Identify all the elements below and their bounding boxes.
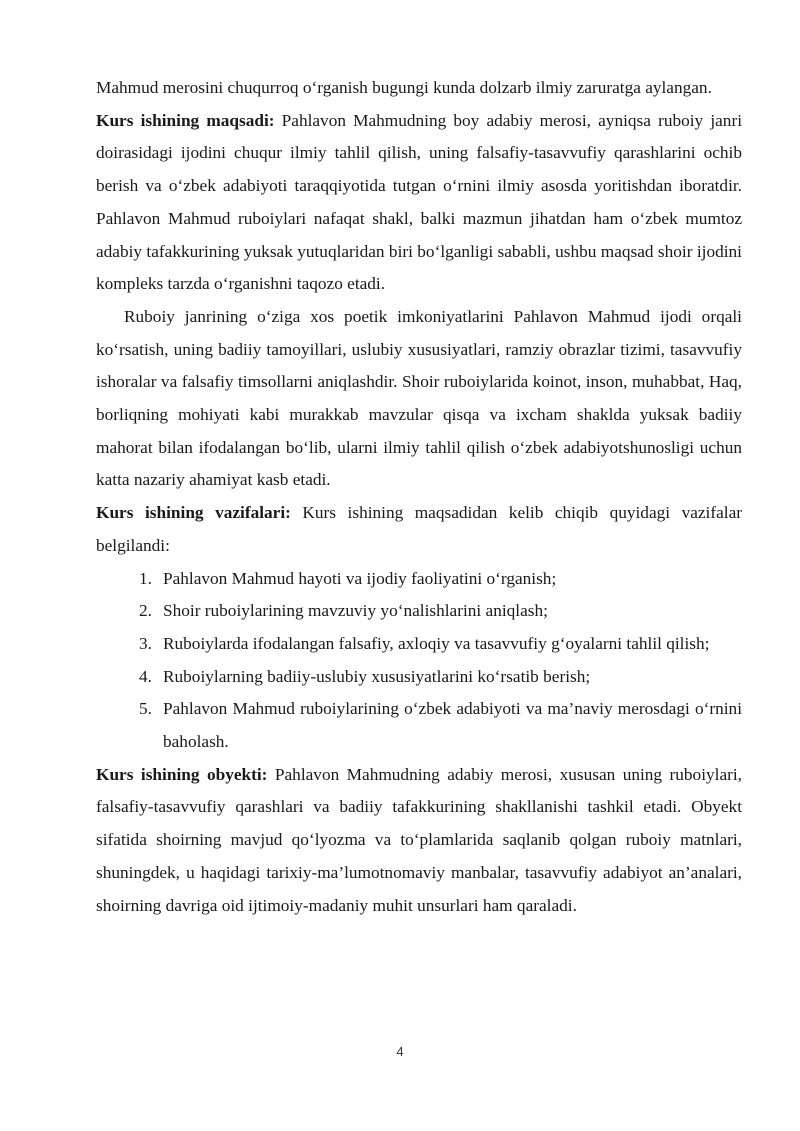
page-number: 4	[396, 1044, 404, 1059]
tasks-paragraph	[96, 497, 742, 562]
tasks-heading: Kurs ishining vazifalari:	[96, 503, 291, 523]
list-item-text: Ruboiylarning badiiy-uslubiy xususiyatlarini ko‘rsatib berish;	[163, 666, 591, 686]
list-item	[139, 693, 742, 758]
list-item	[139, 563, 742, 596]
list-item-text: Pahlavon Mahmud ruboiylarining o‘zbek adabiyoti va ma’naviy merosdagi o‘rnini baholash.	[163, 699, 742, 752]
tasks-text: Kurs ishining maqsadidan kelib chiqib quyidagi vazifalar belgilandi:	[96, 503, 743, 555]
list-item-number: 4.	[139, 666, 152, 686]
goal-continued-paragraph	[96, 301, 742, 497]
list-item-number: 1.	[139, 568, 152, 588]
list-item	[139, 628, 742, 661]
goal-text: Pahlavon Mahmudning boy adabiy merosi, ayniqsa ruboiy janri doirasidagi ijodini chuqur ilmiy tahlil qilish, uning falsafiy-tasavvufiy qarashlarini ochib berish va o‘zbek adabiyoti taraqqiyotida tutgan o‘rnini ilmiy asosda yoritishdan iboratdir. Pahlavon Mahmud ruboiylari nafaqat shakl, balki mazmun jihatdan ham o‘zbek mumtoz adabiy tafakkurining yuksak yutuqlaridan biri bo‘lganligi sababli, ushbu maqsad shoir ijodini kompleks tarzda o‘rganishni taqozo etadi.	[96, 110, 742, 294]
object-paragraph	[96, 759, 742, 923]
object-heading: Kurs ishining obyekti:	[96, 764, 268, 784]
intro-paragraph	[96, 72, 742, 105]
intro-text: Mahmud merosini chuqurroq o‘rganish bugungi kunda dolzarb ilmiy zaruratga aylangan.	[96, 78, 712, 97]
list-item	[139, 595, 742, 628]
list-item-text: Pahlavon Mahmud hayoti va ijodiy faoliyatini o‘rganish;	[163, 568, 557, 588]
goal-heading: Kurs ishining maqsadi:	[96, 110, 275, 130]
list-item-number: 5.	[139, 699, 152, 719]
list-item-number: 2.	[139, 601, 152, 621]
object-text: Pahlavon Mahmudning adabiy merosi, xususan uning ruboiylari, falsafiy-tasavvufiy qarashlari va badiiy tafakkurining shakllanishi tashkil etadi. Obyekt sifatida shoirning mavjud qo‘lyozma va to‘plamlarida saqlanib qolgan ruboiy matnlari, shuningdek, u haqidagi tarixiy-ma’lumotnomaviy manbalar, tasavvufiy adabiyot an’analari, shoirning davriga oid ijtimoiy-madaniy muhit unsurlari ham qaraladi.	[96, 764, 742, 915]
document-page	[96, 72, 742, 922]
list-item-number: 3.	[139, 633, 152, 653]
goal-continued-text: Ruboiy janrining o‘ziga xos poetik imkoniyatlarini Pahlavon Mahmud ijodi orqali ko‘rsatish, uning badiiy tamoyillari, uslubiy xususiyatlari, ramziy obrazlar tizimi, tasavvufiy ishoralar va falsafiy timsollarni aniqlashdir. Shoir ruboiylarida koinot, inson, muhabbat, Haq, borliqning mohiyati kabi murakkab mavzular qisqa va ixcham shaklda yuksak badiiy mahorat bilan ifodalangan bo‘lib, ularni ilmiy tahlil qilish o‘zbek adabiyotshunosligi uchun katta nazariy ahamiyat kasb etadi.	[96, 306, 742, 490]
goal-paragraph	[96, 105, 742, 301]
tasks-list	[96, 563, 742, 759]
list-item-text: Shoir ruboiylarining mavzuviy yo‘nalishlarini aniqlash;	[163, 601, 548, 621]
list-item-text: Ruboiylarda ifodalangan falsafiy, axloqiy va tasavvufiy g‘oyalarni tahlil qilish;	[163, 633, 710, 653]
list-item	[139, 661, 742, 694]
